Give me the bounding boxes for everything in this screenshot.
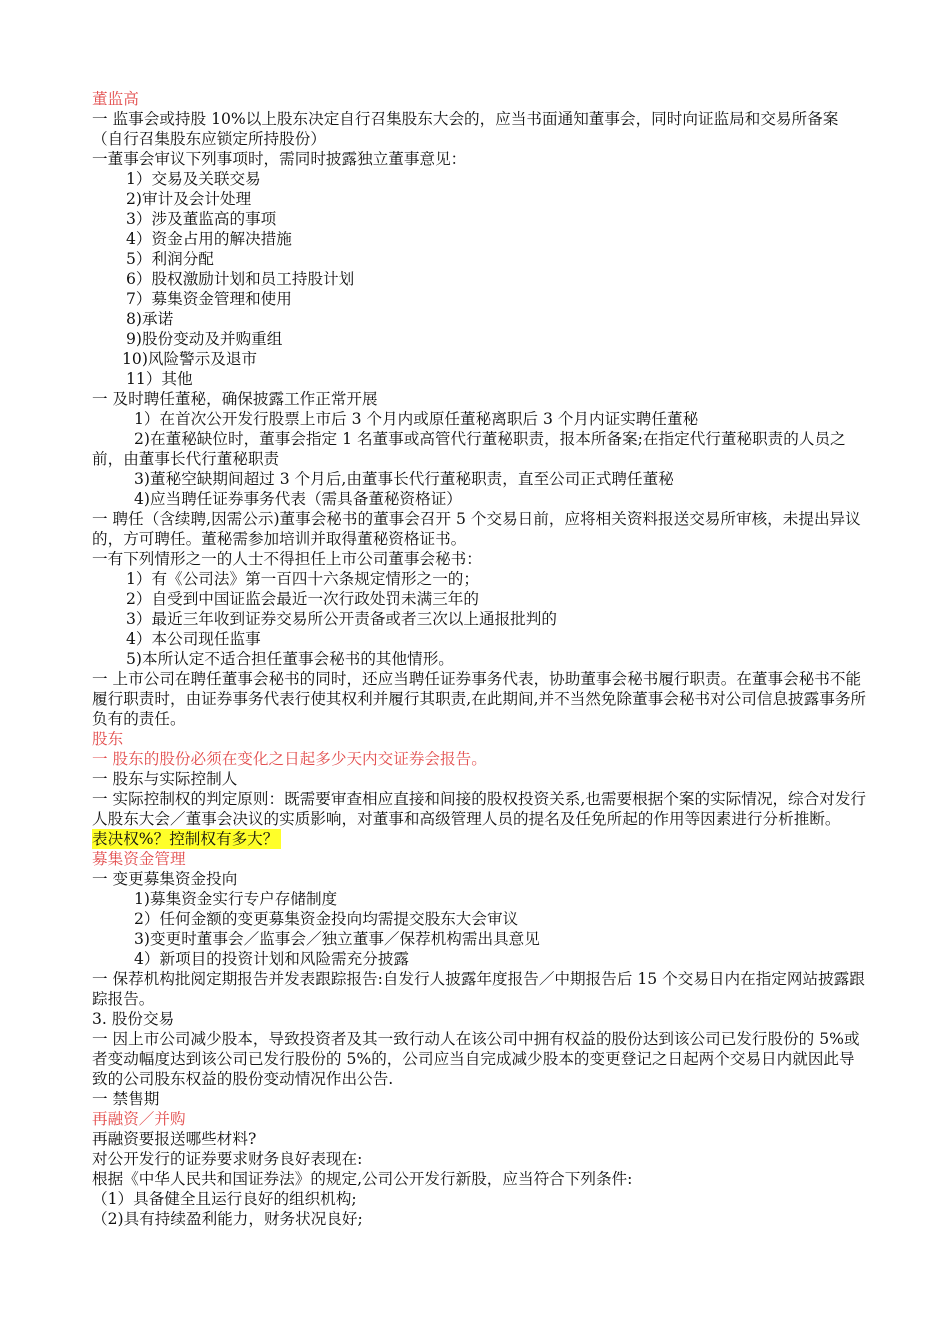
list-item: 4)应当聘任证券事务代表（需具备董秘资格证） <box>134 490 462 508</box>
paragraph: 一 禁售期 <box>92 1090 160 1108</box>
paragraph: 一 股东的股份必须在变化之日起多少天内交证券会报告。 <box>92 750 487 768</box>
paragraph: 一董事会审议下列事项时，需同时披露独立董事意见： <box>92 150 467 168</box>
list-item: 9)股份变动及并购重组 <box>126 330 283 348</box>
paragraph: 一 及时聘任董秘，确保披露工作正常开展 <box>92 390 378 408</box>
list-item: 3）最近三年收到证券交易所公开责备或者三次以上通报批判的 <box>126 610 557 628</box>
list-item: 6）股权激励计划和员工持股计划 <box>126 270 355 288</box>
list-item: 3）涉及董监高的事项 <box>126 210 277 228</box>
list-item: 3)变更时董事会／监事会／独立董事／保荐机构需出具意见 <box>134 930 540 948</box>
list-item-text: 2)在董秘缺位时，董事会指定 1 名董事或高管代行董秘职责，报本所备案;在指定代行董秘职责的人员之前，由董事长代行董秘职责 <box>92 430 846 468</box>
section-heading: 董监高 <box>92 90 139 108</box>
list-item: 2）任何金额的变更募集资金投向均需提交股东大会审议 <box>134 910 519 928</box>
paragraph: 一 保荐机构批阅定期报告并发表跟踪报告:自发行人披露年度报告／中期报告后 15 个交易日内在指定网站披露跟踪报告。 <box>92 970 865 1008</box>
paragraph: 一有下列情形之一的人士不得担任上市公司董事会秘书： <box>92 550 482 568</box>
paragraph: 对公开发行的证券要求财务良好表现在: <box>92 1150 363 1168</box>
list-item: 1）交易及关联交易 <box>126 170 261 188</box>
paragraph: 一 变更募集资金投向 <box>92 870 238 888</box>
paragraph: 根据《中华人民共和国证券法》的规定,公司公开发行新股，应当符合下列条件: <box>92 1170 633 1188</box>
paragraph: 一 股东与实际控制人 <box>92 770 238 788</box>
paragraph: （1）具备健全且运行良好的组织机构; <box>92 1190 357 1208</box>
list-item: 10)风险警示及退市 <box>122 350 258 368</box>
list-item: 1）有《公司法》第一百四十六条规定情形之一的； <box>126 570 479 588</box>
list-item: 4）资金占用的解决措施 <box>126 230 292 248</box>
paragraph: 再融资要报送哪些材料? <box>92 1130 257 1148</box>
section-heading: 再融资／并购 <box>92 1110 186 1128</box>
paragraph: 3. 股份交易 <box>92 1010 175 1028</box>
list-item <box>92 429 867 469</box>
highlighted-note <box>92 829 867 849</box>
list-item: 2）自受到中国证监会最近一次行政处罚未满三年的 <box>126 590 479 608</box>
paragraph: 一 实际控制权的判定原则：既需要审查相应直接和间接的股权投资关系,也需要根据个案的实际情况，综合对发行人股东大会／董事会决议的实质影响，对董事和高级管理人员的提名及任免所起的作用等因素进行分析推断。 <box>92 790 867 828</box>
document-body <box>92 89 867 1229</box>
section-heading: 募集资金管理 <box>92 850 186 868</box>
section-heading: 股东 <box>92 730 124 748</box>
paragraph: 一 因上市公司减少股本，导致投资者及其一致行动人在该公司中拥有权益的股份达到该公司已发行股份的 5%或者变动幅度达到该公司已发行股份的 5%的，公司应当自完成减少股本的变更登记之日起两个交易日内就因此导致的公司股东权益的股份变动情况作出公告. <box>92 1030 860 1088</box>
list-item: 1)募集资金实行专户存储制度 <box>134 890 338 908</box>
list-item: 4）本公司现任监事 <box>126 630 261 648</box>
paragraph: （2)具有持续盈利能力，财务状况良好; <box>92 1210 363 1228</box>
list-item: 3)董秘空缺期间超过 3 个月后,由董事长代行董秘职责，直至公司正式聘任董秘 <box>134 470 674 488</box>
paragraph: 一 监事会或持股 10%以上股东决定自行召集股东大会的，应当书面通知董事会，同时向证监局和交易所备案（自行召集股东应锁定所持股份） <box>92 110 839 148</box>
paragraph: 一 聘任（含续聘,因需公示)董事会秘书的董事会召开 5 个交易日前，应将相关资料报送交易所审核，未提出异议的，方可聘任。董秘需参加培训并取得董秘资格证书。 <box>92 510 861 548</box>
list-item: 8)承诺 <box>126 310 174 328</box>
list-item: 4）新项目的投资计划和风险需充分披露 <box>134 950 410 968</box>
list-item: 1）在首次公开发行股票上市后 3 个月内或原任董秘离职后 3 个月内证实聘任董秘 <box>134 410 699 428</box>
highlight-text: 表决权%？控制权有多大？ <box>92 829 281 849</box>
list-item: 2)审计及会计处理 <box>126 190 252 208</box>
list-item: 7）募集资金管理和使用 <box>126 290 292 308</box>
list-item: 5）利润分配 <box>126 250 214 268</box>
list-item: 5)本所认定不适合担任董事会秘书的其他情形。 <box>126 650 454 668</box>
paragraph: 一 上市公司在聘任董事会秘书的同时，还应当聘任证券事务代表，协助董事会秘书履行职责。在董事会秘书不能履行职责时，由证券事务代表行使其权利并履行其职责,在此期间,并不当然免除董事会秘书对公司信息披露事务所负有的责任。 <box>92 670 867 728</box>
list-item: 11）其他 <box>126 370 193 388</box>
